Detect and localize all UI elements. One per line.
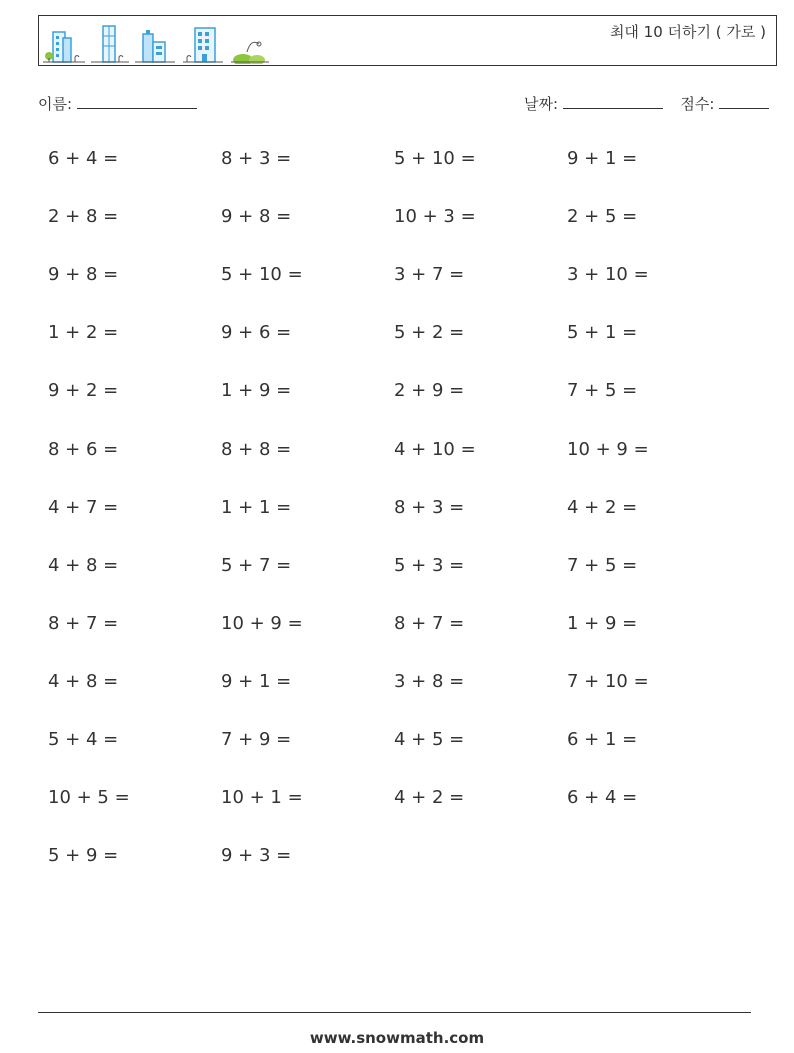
worksheet-title: 최대 10 더하기 ( 가로 ) — [609, 23, 766, 41]
problem-item: 6 + 4 = — [48, 148, 119, 169]
problem-item: 8 + 7 = — [394, 612, 465, 634]
problem-item: 3 + 7 = — [394, 264, 465, 286]
problem-item: 10 + 9 = — [221, 612, 303, 634]
problem-item: 7 + 10 = — [567, 670, 649, 692]
buildings-icon — [43, 22, 85, 64]
problem-item: 6 + 1 = — [567, 729, 638, 750]
problem-item: 1 + 9 = — [221, 380, 292, 402]
problem-item: 2 + 5 = — [567, 206, 638, 228]
problem-item: 5 + 9 = — [48, 845, 119, 867]
problem-item: 5 + 7 = — [221, 554, 292, 576]
problem-item: 5 + 1 = — [567, 322, 638, 344]
date-label: 날짜: — [524, 95, 559, 113]
footer-url: www.snowmath.com — [309, 1029, 485, 1047]
name-field — [38, 93, 197, 114]
problem-item: 9 + 8 = — [48, 264, 119, 286]
name-label: 이름: — [38, 95, 73, 113]
city-icon — [135, 22, 177, 64]
problem-item: 8 + 3 = — [394, 496, 465, 518]
problem-item: 5 + 3 = — [394, 554, 465, 576]
problem-item: 9 + 3 = — [221, 845, 292, 867]
problem-item: 4 + 2 = — [394, 787, 465, 809]
problem-item: 4 + 2 = — [567, 496, 638, 518]
problem-item: 10 + 3 = — [394, 206, 476, 228]
park-icon — [229, 22, 271, 64]
problem-item: 10 + 9 = — [567, 438, 649, 460]
problem-item: 9 + 1 = — [567, 148, 638, 169]
problem-item: 5 + 4 = — [48, 729, 119, 750]
problem-item: 4 + 8 = — [48, 670, 119, 692]
date-field — [524, 93, 769, 114]
name-blank[interactable] — [77, 94, 197, 109]
problem-item: 8 + 7 = — [48, 612, 119, 634]
score-label: 점수: — [680, 95, 715, 113]
problem-item: 7 + 9 = — [221, 729, 292, 750]
tower-icon — [89, 22, 131, 64]
problem-item: 1 + 9 = — [567, 612, 638, 634]
problem-item: 5 + 2 = — [394, 322, 465, 344]
problem-item: 3 + 8 = — [394, 670, 465, 692]
office-building-icon — [183, 22, 225, 64]
problem-item: 9 + 8 = — [221, 206, 292, 228]
problem-item: 9 + 1 = — [221, 670, 292, 692]
header-box — [38, 15, 777, 66]
problem-item: 7 + 5 = — [567, 380, 638, 402]
problem-item: 5 + 10 = — [221, 264, 303, 286]
problem-item: 4 + 10 = — [394, 438, 476, 460]
problem-item: 4 + 7 = — [48, 496, 119, 518]
problem-item: 9 + 6 = — [221, 322, 292, 344]
problem-item: 10 + 5 = — [48, 787, 130, 809]
problem-item: 4 + 8 = — [48, 554, 119, 576]
problem-item: 8 + 6 = — [48, 438, 119, 460]
score-blank[interactable] — [719, 94, 769, 109]
footer-rule — [38, 1012, 751, 1013]
problem-item: 3 + 10 = — [567, 264, 649, 286]
problem-item: 7 + 5 = — [567, 554, 638, 576]
problem-item: 6 + 4 = — [567, 787, 638, 809]
problem-item: 2 + 9 = — [394, 380, 465, 402]
problem-item: 10 + 1 = — [221, 787, 303, 809]
problem-item: 9 + 2 = — [48, 380, 119, 402]
problem-item: 1 + 2 = — [48, 322, 119, 344]
problem-item: 8 + 3 = — [221, 148, 292, 169]
problem-item: 1 + 1 = — [221, 496, 292, 518]
date-blank[interactable] — [563, 94, 663, 109]
problem-item: 8 + 8 = — [221, 438, 292, 460]
problem-item: 2 + 8 = — [48, 206, 119, 228]
problem-item: 4 + 5 = — [394, 729, 465, 750]
problem-item: 5 + 10 = — [394, 148, 476, 169]
